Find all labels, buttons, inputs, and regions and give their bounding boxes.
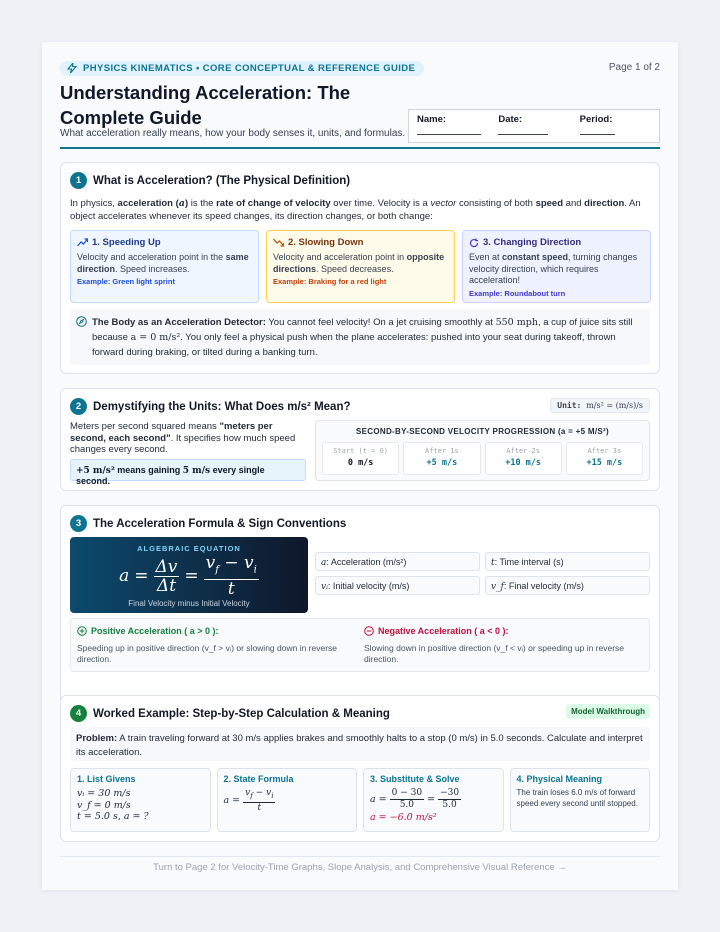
body-detector-callout: The Body as an Acceleration Detector: You cannot feel velocity! On a jet cruising smoothly at 550 mph, a cup of juice sits still because a = 0 m/s². You only feel a physical push when the plane accelerates: pushed into your seat during takeoff, thrown forward during braking, or tilted during a banking turn.: [70, 309, 650, 365]
section-title: Demystifying the Units: What Does m/s² Mean?: [93, 400, 351, 413]
model-walkthrough-badge: Model Walkthrough: [566, 704, 650, 719]
worksheet-page: [42, 42, 678, 890]
section-number: 1: [70, 172, 87, 189]
page-subtitle: What acceleration really means, how your body senses it, units, and formulas.: [60, 128, 406, 139]
name-field[interactable]: Name:: [417, 114, 488, 138]
section-definition: [60, 162, 660, 374]
slowing-down-box: 2. Slowing Down Velocity and acceleration point in opposite directions. Speed decreases. Example: Braking for a red light: [266, 230, 455, 303]
compass-icon: [76, 316, 87, 327]
changing-direction-box: 3. Changing Direction Even at constant speed, turning changes velocity direction, which requires acceleration! Example: Roundabout turn: [462, 230, 651, 303]
section-worked-example: [60, 695, 660, 842]
student-info-fields: [408, 109, 660, 143]
step-meaning: 4. Physical Meaning The train loses 6.0 m/s of forward speed every second until stopped.: [510, 768, 651, 832]
topic-pill: [60, 61, 424, 76]
page-number: Page 1 of 2: [608, 62, 660, 73]
rotate-icon: [469, 238, 479, 248]
sign-conventions: [70, 618, 650, 672]
variable-item: vᵢ: Initial velocity (m/s): [315, 576, 480, 595]
header-divider: [60, 147, 660, 149]
units-text: Meters per second squared means "meters per second, each second". It specifies how much speed changes every second.: [70, 421, 296, 455]
unit-badge: Unit: m/s² = (m/s)/s: [550, 398, 650, 413]
section-units: [60, 388, 660, 491]
trending-up-icon: [77, 238, 88, 247]
variable-item: a: Acceleration (m/s²): [315, 552, 480, 571]
velocity-progression: [315, 420, 650, 481]
variable-item: t: Time interval (s): [485, 552, 650, 571]
speeding-up-box: 1. Speeding Up Velocity and acceleration point in the same direction. Speed increases. Example: Green light sprint: [70, 230, 259, 303]
page-title: Understanding Acceleration: The Complete Guide: [60, 82, 351, 128]
variable-definitions: [315, 552, 650, 595]
header-bar: [60, 60, 660, 78]
solution-steps: [70, 768, 650, 832]
topic-pill-label: PHYSICS KINEMATICS • CORE CONCEPTUAL & REFERENCE GUIDE: [83, 62, 416, 74]
step-substitute: 3. Substitute & Solve a = $\frac{0 - 30}{5.0}$ = $\frac{-30}{5.0}$ a = −6.0 m/s²: [363, 768, 504, 832]
progression-title: SECOND-BY-SECOND VELOCITY PROGRESSION (a = +5 M/S²): [356, 427, 609, 436]
date-field[interactable]: Date:: [498, 114, 569, 138]
variable-item: v_f: Final velocity (m/s): [485, 576, 650, 595]
gain-callout: +5 m/s² means gaining 5 m/s every single second.: [70, 459, 306, 481]
problem-statement: Problem: A train traveling forward at 30 m/s applies brakes and smoothly halts to a stop (0 m/s) in 5.0 seconds. Calculate and interpret its acceleration.: [70, 727, 650, 761]
plus-circle-icon: [77, 626, 87, 636]
section-number: 3: [70, 515, 87, 532]
section-title: Worked Example: Step-by-Step Calculation & Meaning: [93, 707, 390, 720]
progression-cell: Start (t = 0) 0 m/s: [322, 442, 399, 475]
formula-box: ALGEBRAIC EQUATION a = $\frac{\Delta v}{\Delta t}$ = $\frac{v_f - v_i}{t}$ Final Velocity minus Initial Velocity: [70, 537, 308, 613]
progression-cell: After 2s +10 m/s: [485, 442, 562, 475]
page-footer: Turn to Page 2 for Velocity-Time Graphs, Slope Analysis, and Comprehensive Visual Reference →: [60, 856, 660, 873]
section-title: The Acceleration Formula & Sign Conventions: [93, 517, 347, 530]
positive-acceleration: Positive Acceleration ( a > 0 ): Speeding up in positive direction (v_f > vᵢ) or slowing down in reverse direction.: [77, 626, 338, 664]
step-givens: 1. List Givens vᵢ = 30 m/s v_f = 0 m/s t = 5.0 s, a = ?: [70, 768, 211, 832]
step-formula: 2. State Formula a = $\frac{v_f - v_i}{t}$: [217, 768, 358, 832]
lightning-icon: [67, 63, 77, 73]
minus-circle-icon: [364, 626, 374, 636]
section-number: 4: [70, 705, 87, 722]
progression-cell: After 3s +15 m/s: [566, 442, 643, 475]
definition-text: In physics, acceleration (a) is the rate of change of velocity over time. Velocity is a vector consisting of both speed and direction. An object accelerates whenever its speed changes, its direction changes, or both change:: [70, 198, 641, 222]
period-field[interactable]: Period:: [580, 114, 651, 138]
progression-cell: After 1s +5 m/s: [403, 442, 480, 475]
section-title: What is Acceleration? (The Physical Definition): [93, 174, 351, 187]
negative-acceleration: Negative Acceleration ( a < 0 ): Slowing down in positive direction (v_f < vᵢ) or speeding up in reverse direction.: [364, 626, 625, 664]
trending-down-icon: [273, 238, 284, 247]
section-formula: [60, 505, 660, 722]
section-number: 2: [70, 398, 87, 415]
acceleration-equation: a = $\frac{\Delta v}{\Delta t}$ = $\frac{v_f - v_i}{t}$: [119, 553, 257, 600]
